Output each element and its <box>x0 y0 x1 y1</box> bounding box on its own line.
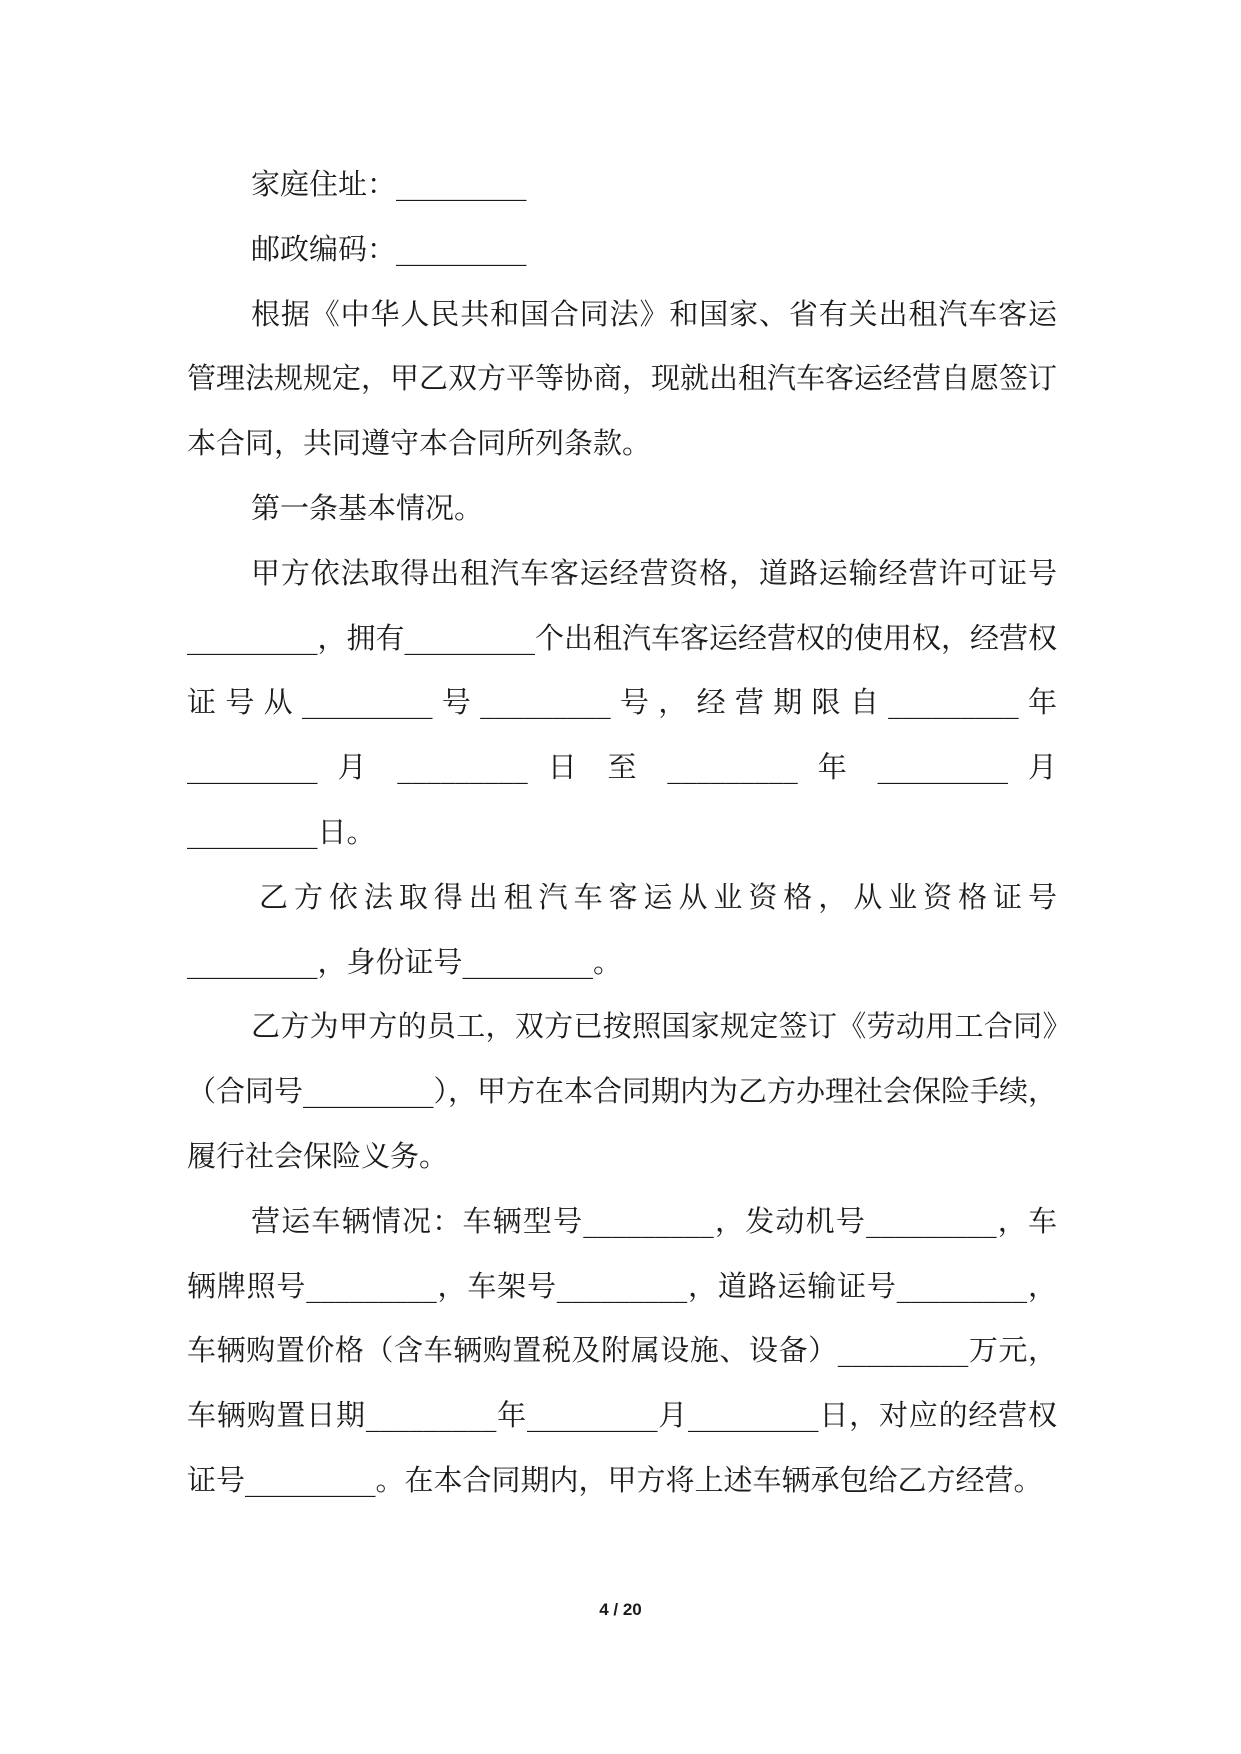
document-body <box>187 152 1057 1513</box>
page-number: 4 / 20 <box>599 1600 642 1619</box>
article-one-heading: 第一条基本情况。 <box>251 490 484 525</box>
home-address-field: 家庭住址：_________ <box>251 167 527 201</box>
vehicle-info-paragraph: 营运车辆情况：车辆型号_________，发动机号_________，车辆牌照号_________，车架号_________，道路运输证号_________，车辆购置价格（含车辆购置税及附属设施、设备）_________万元，车辆购置日期_________年_________月_________日，对应的经营权证号_________。在本合同期内，甲方将上述车辆承包给乙方经营。 <box>187 1203 1057 1497</box>
postal-code-field: 邮政编码：_________ <box>251 231 527 266</box>
employment-paragraph: 乙方为甲方的员工，双方已按照国家规定签订《劳动用工合同》（合同号_________），甲方在本合同期内为乙方办理社会保险手续，履行社会保险义务。 <box>187 1009 1058 1173</box>
preamble-paragraph: 根据《中华人民共和国合同法》和国家、省有关出租汽车客运管理法规规定，甲乙双方平等协商，现就出租汽车客运经营自愿签订本合同，共同遵守本合同所列条款。 <box>187 296 1058 461</box>
party-a-qualification-paragraph: 甲方依法取得出租汽车客运经营资格，道路运输经营许可证号_________，拥有_________个出租汽车客运经营权的使用权，经营权证号从_________号_________号，经营期限自_________年 _________ 月 _________ 日 至 _________ 年 _________ 月_________日。 <box>187 555 1058 849</box>
party-b-qualification-paragraph: 乙方依法取得出租汽车客运从业资格，从业资格证号_________，身份证号_________。 <box>187 879 1057 979</box>
